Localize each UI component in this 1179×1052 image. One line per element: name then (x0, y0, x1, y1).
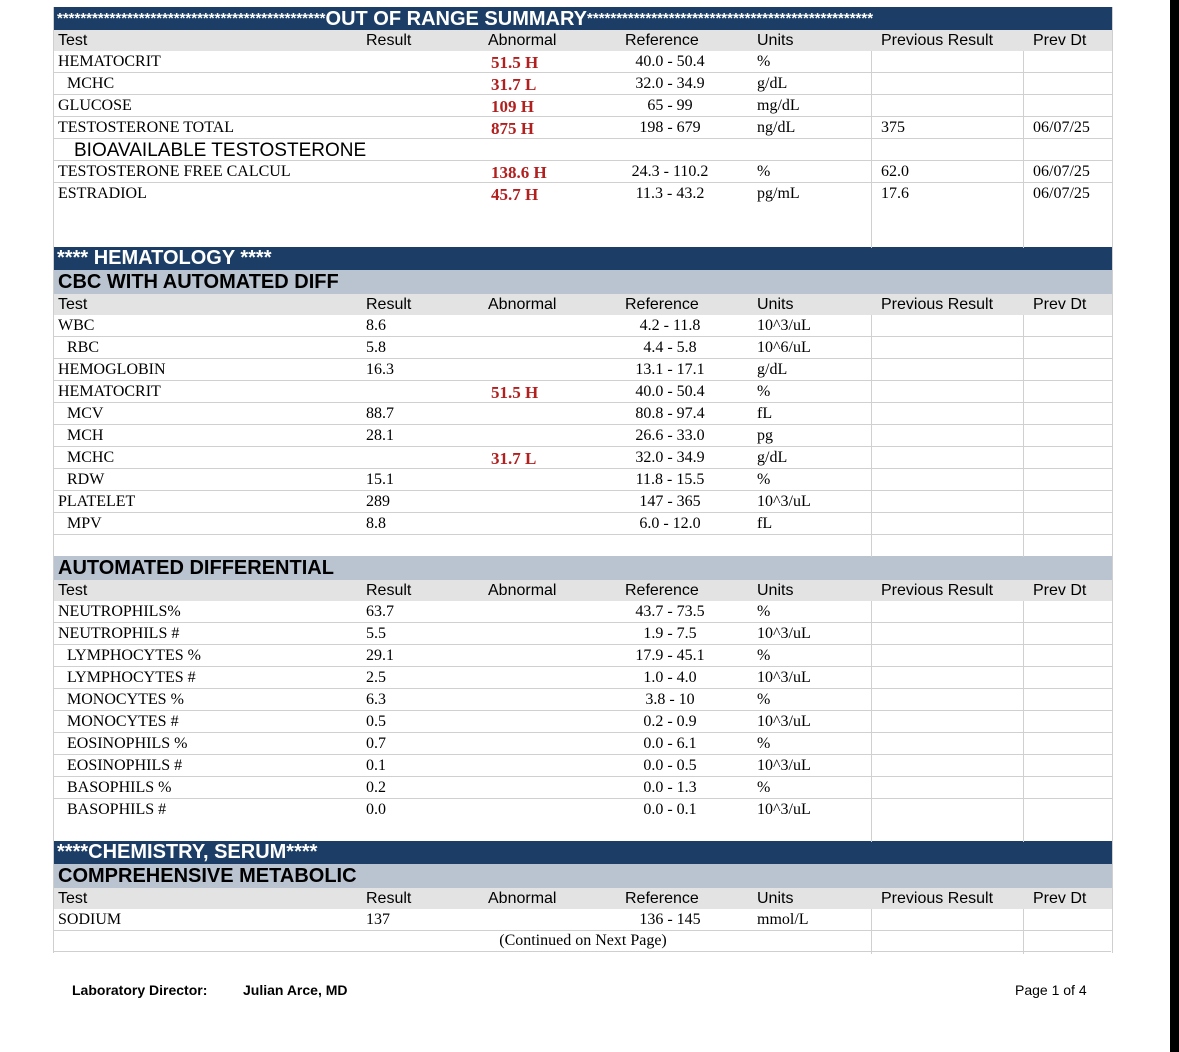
test-name: RBC (67, 339, 100, 356)
result-value: 137 (366, 911, 390, 928)
units: 10^3/uL (757, 757, 811, 774)
table-row (54, 425, 1112, 447)
header-prev-dt: Prev Dt (1033, 890, 1087, 907)
header-previous-result: Previous Result (881, 890, 994, 907)
test-name: WBC (58, 317, 95, 334)
header-abnormal: Abnormal (488, 32, 557, 49)
units: pg (757, 427, 773, 444)
result-value: 15.1 (366, 471, 394, 488)
test-name: MONOCYTES % (67, 691, 184, 708)
spacer-row (54, 204, 1112, 226)
table-row (54, 95, 1112, 117)
abnormal-value: 45.7 H (491, 185, 539, 204)
units: fL (757, 405, 773, 422)
reference-range: 3.8 - 10 (645, 691, 695, 708)
table-row (54, 161, 1112, 183)
director-label: Laboratory Director: (72, 982, 208, 998)
reference-range: 0.0 - 0.1 (643, 801, 697, 818)
test-name: MCHC (67, 75, 115, 92)
units: g/dL (757, 449, 788, 466)
cbc-section-title: CBC WITH AUTOMATED DIFF (54, 270, 1112, 294)
header-units: Units (757, 32, 794, 49)
test-name: LYMPHOCYTES # (67, 669, 196, 686)
units: % (757, 383, 771, 400)
table-row (54, 689, 1112, 711)
result-value: 29.1 (366, 647, 394, 664)
result-value: 0.1 (366, 757, 386, 774)
result-value: 289 (366, 493, 390, 510)
test-name: MONOCYTES # (67, 713, 179, 730)
reference-range: 11.3 - 43.2 (635, 185, 705, 202)
summary-stars-left: ********************************************** (57, 10, 326, 27)
lab-report (53, 7, 1113, 953)
test-name: LYMPHOCYTES % (67, 647, 201, 664)
summary-stars-right: ************************************************* (587, 10, 874, 27)
test-name: MPV (67, 515, 102, 532)
result-value: 8.6 (366, 317, 386, 334)
abnormal-value: 31.7 L (491, 75, 537, 94)
units: pg/mL (757, 185, 800, 202)
header-result: Result (366, 890, 412, 907)
previous-date: 06/07/25 (1033, 163, 1090, 180)
result-value: 0.2 (366, 779, 386, 796)
reference-range: 6.0 - 12.0 (639, 515, 701, 532)
reference-range: 1.9 - 7.5 (643, 625, 697, 642)
abnormal-value: 109 H (491, 97, 534, 116)
units: mg/dL (757, 97, 800, 114)
result-value: 28.1 (366, 427, 394, 444)
comprehensive-metabolic-title: COMPREHENSIVE METABOLIC (54, 864, 1112, 888)
reference-range: 4.4 - 5.8 (643, 339, 697, 356)
header-test: Test (58, 582, 88, 599)
test-name: BASOPHILS % (67, 779, 172, 796)
result-value: 6.3 (366, 691, 386, 708)
units: % (757, 779, 771, 796)
previous-result: 17.6 (881, 185, 909, 202)
result-value: 2.5 (366, 669, 386, 686)
previous-date: 06/07/25 (1033, 185, 1090, 202)
reference-range: 0.2 - 0.9 (643, 713, 697, 730)
header-previous-result: Previous Result (881, 296, 994, 313)
units: g/dL (757, 75, 788, 92)
header-reference: Reference (625, 296, 699, 313)
header-test: Test (58, 890, 88, 907)
units: % (757, 647, 771, 664)
result-value: 63.7 (366, 603, 394, 620)
test-name: HEMOGLOBIN (58, 361, 166, 378)
test-name: HEMATOCRIT (58, 383, 161, 400)
differential-column-header (54, 580, 1112, 601)
test-name: PLATELET (58, 493, 136, 510)
units: 10^3/uL (757, 493, 811, 510)
table-row (54, 755, 1112, 777)
hematology-banner: **** HEMATOLOGY **** (54, 247, 1112, 270)
page-number: Page 1 of 4 (1015, 982, 1087, 998)
units: 10^3/uL (757, 317, 811, 334)
director-name: Julian Arce, MD (243, 982, 348, 998)
test-name: NEUTROPHILS # (58, 625, 180, 642)
header-abnormal: Abnormal (488, 296, 557, 313)
units: % (757, 735, 771, 752)
test-name: ESTRADIOL (58, 185, 147, 202)
test-name: TESTOSTERONE FREE CALCUL (58, 163, 291, 180)
reference-range: 80.8 - 97.4 (635, 405, 705, 422)
units: mmol/L (757, 911, 809, 928)
chemistry-banner: ****CHEMISTRY, SERUM**** (54, 841, 1112, 864)
table-row (54, 623, 1112, 645)
reference-range: 32.0 - 34.9 (635, 75, 705, 92)
automated-differential-title: AUTOMATED DIFFERENTIAL (54, 556, 1112, 580)
result-value: 0.5 (366, 713, 386, 730)
test-name: RDW (67, 471, 105, 488)
header-result: Result (366, 32, 412, 49)
table-row (54, 183, 1112, 204)
table-row (54, 601, 1112, 623)
units: 10^3/uL (757, 713, 811, 730)
header-result: Result (366, 296, 412, 313)
header-prev-dt: Prev Dt (1033, 582, 1087, 599)
header-reference: Reference (625, 582, 699, 599)
header-test: Test (58, 32, 88, 49)
reference-range: 4.2 - 11.8 (639, 317, 701, 334)
test-name: TESTOSTERONE TOTAL (58, 119, 235, 136)
test-name: MCV (67, 405, 104, 422)
continued-row (54, 931, 1112, 953)
reference-range: 0.0 - 0.5 (643, 757, 697, 774)
result-value: 0.0 (366, 801, 386, 818)
summary-column-header (54, 30, 1112, 51)
result-value: 88.7 (366, 405, 394, 422)
continued-note: (Continued on Next Page) (499, 932, 667, 949)
out-of-range-summary-banner (54, 7, 1112, 30)
header-prev-dt: Prev Dt (1033, 32, 1087, 49)
reference-range: 0.0 - 1.3 (643, 779, 697, 796)
header-previous-result: Previous Result (881, 582, 994, 599)
table-row (54, 337, 1112, 359)
header-abnormal: Abnormal (488, 890, 557, 907)
units: % (757, 163, 771, 180)
abnormal-value: 875 H (491, 119, 534, 138)
header-prev-dt: Prev Dt (1033, 296, 1087, 313)
test-name: EOSINOPHILS # (67, 757, 183, 774)
reference-range: 136 - 145 (639, 911, 701, 928)
table-row (54, 469, 1112, 491)
reference-range: 40.0 - 50.4 (635, 53, 705, 70)
abnormal-value: 31.7 L (491, 449, 537, 468)
table-row (54, 711, 1112, 733)
test-name: MCHC (67, 449, 115, 466)
result-value: 8.8 (366, 515, 386, 532)
table-row (54, 51, 1112, 73)
units: g/dL (757, 361, 788, 378)
abnormal-value: 138.6 H (491, 163, 547, 182)
table-row (54, 733, 1112, 755)
test-name: EOSINOPHILS % (67, 735, 188, 752)
units: 10^3/uL (757, 801, 811, 818)
header-reference: Reference (625, 890, 699, 907)
table-bottom-rule (53, 951, 1111, 952)
test-name: BASOPHILS # (67, 801, 167, 818)
units: % (757, 53, 771, 70)
reference-range: 26.6 - 33.0 (635, 427, 705, 444)
abnormal-value: 51.5 H (491, 53, 539, 72)
table-row (54, 403, 1112, 425)
header-units: Units (757, 296, 794, 313)
table-row (54, 513, 1112, 535)
units: 10^6/uL (757, 339, 811, 356)
bioavailable-testosterone-title: BIOAVAILABLE TESTOSTERONE (74, 140, 367, 161)
table-row (54, 645, 1112, 667)
previous-date: 06/07/25 (1033, 119, 1090, 136)
cbc-column-header (54, 294, 1112, 315)
abnormal-value: 51.5 H (491, 383, 539, 402)
header-test: Test (58, 296, 88, 313)
test-name: HEMATOCRIT (58, 53, 161, 70)
header-reference: Reference (625, 32, 699, 49)
test-name: NEUTROPHILS% (58, 603, 181, 620)
page-edge (1170, 0, 1179, 1052)
table-row (54, 777, 1112, 799)
header-previous-result: Previous Result (881, 32, 994, 49)
result-value: 0.7 (366, 735, 386, 752)
spacer-row (54, 226, 1112, 247)
units: % (757, 471, 771, 488)
table-row (54, 447, 1112, 469)
spacer-row (54, 535, 1112, 556)
reference-range: 32.0 - 34.9 (635, 449, 705, 466)
reference-range: 43.7 - 73.5 (635, 603, 705, 620)
subsection-row (54, 139, 1112, 161)
reference-range: 0.0 - 6.1 (643, 735, 697, 752)
reference-range: 17.9 - 45.1 (635, 647, 705, 664)
summary-title: OUT OF RANGE SUMMARY (325, 8, 588, 30)
header-units: Units (757, 890, 794, 907)
reference-range: 147 - 365 (639, 493, 701, 510)
reference-range: 24.3 - 110.2 (631, 163, 709, 180)
reference-range: 11.8 - 15.5 (635, 471, 705, 488)
units: % (757, 603, 771, 620)
previous-result: 62.0 (881, 163, 909, 180)
test-name: MCH (67, 427, 104, 444)
test-name: GLUCOSE (58, 97, 132, 114)
previous-result: 375 (881, 119, 905, 136)
chemistry-column-header (54, 888, 1112, 909)
reference-range: 198 - 679 (639, 119, 701, 136)
table-row (54, 359, 1112, 381)
table-row (54, 117, 1112, 139)
table-row (54, 909, 1112, 931)
units: ng/dL (757, 119, 796, 136)
table-row (54, 315, 1112, 337)
units: 10^3/uL (757, 625, 811, 642)
result-value: 5.5 (366, 625, 386, 642)
result-value: 16.3 (366, 361, 394, 378)
reference-range: 1.0 - 4.0 (643, 669, 697, 686)
table-row (54, 491, 1112, 513)
units: 10^3/uL (757, 669, 811, 686)
header-abnormal: Abnormal (488, 582, 557, 599)
spacer-row (54, 820, 1112, 841)
table-row (54, 73, 1112, 95)
units: fL (757, 515, 773, 532)
reference-range: 40.0 - 50.4 (635, 383, 705, 400)
reference-range: 13.1 - 17.1 (635, 361, 705, 378)
test-name: SODIUM (58, 911, 122, 928)
units: % (757, 691, 771, 708)
header-units: Units (757, 582, 794, 599)
reference-range: 65 - 99 (647, 97, 693, 114)
header-result: Result (366, 582, 412, 599)
table-row (54, 667, 1112, 689)
result-value: 5.8 (366, 339, 386, 356)
table-row (54, 799, 1112, 820)
table-row (54, 381, 1112, 403)
